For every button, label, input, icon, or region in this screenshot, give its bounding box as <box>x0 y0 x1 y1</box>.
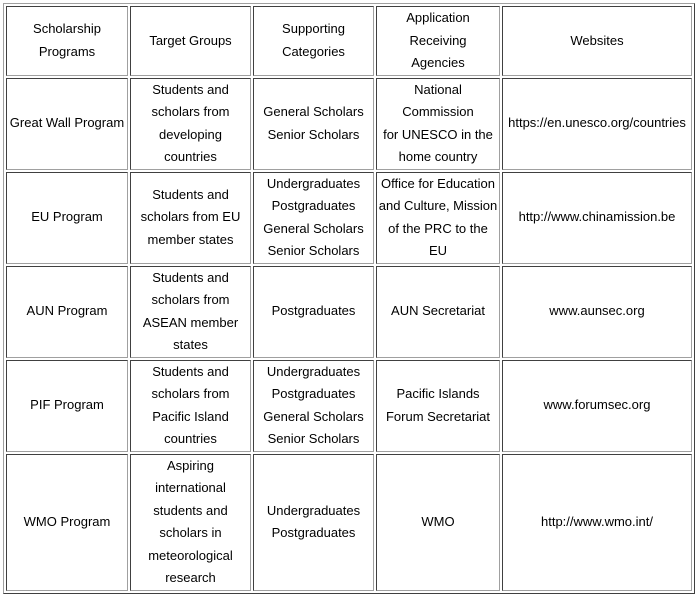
cell-text: ASEAN member <box>142 314 239 330</box>
table-row <box>6 454 692 591</box>
header-text: Programs <box>38 43 96 59</box>
header-categories <box>253 6 374 76</box>
website-text: https://en.unesco.org/countries <box>508 115 686 131</box>
cell-text: member states <box>147 231 234 247</box>
cell-text: Students and <box>152 81 229 97</box>
table-header-row <box>6 6 692 76</box>
cell-text: EU Program <box>31 209 103 225</box>
cell-text: Students and <box>152 186 229 202</box>
cell-text: scholars in <box>159 525 222 540</box>
website-text: http://www.wmo.int/ <box>541 513 653 529</box>
cell-website <box>502 360 692 452</box>
cell-text: AUN Secretariat <box>391 303 485 319</box>
cell-categories <box>253 360 374 452</box>
cell-target <box>130 454 251 591</box>
cell-text: Postgraduates <box>271 386 356 401</box>
cell-categories <box>253 172 374 264</box>
cell-agency <box>376 360 500 452</box>
cell-program <box>6 172 128 264</box>
cell-text: and Culture, Mission <box>378 198 498 213</box>
cell-text: scholars from <box>151 292 230 307</box>
table-row <box>6 172 692 264</box>
cell-text: WMO Program <box>23 513 111 529</box>
cell-text: Undergraduates <box>266 175 361 191</box>
header-websites <box>502 6 692 76</box>
cell-program <box>6 266 128 358</box>
cell-text: research <box>165 570 216 585</box>
cell-program <box>6 78 128 170</box>
cell-text: scholars from EU <box>140 209 241 225</box>
cell-categories <box>253 454 374 591</box>
table-row <box>6 360 692 452</box>
header-text: Categories <box>282 43 345 59</box>
table-row <box>6 78 692 170</box>
cell-text: Great Wall Program <box>9 115 125 131</box>
cell-target <box>130 172 251 264</box>
header-programs <box>6 6 128 76</box>
cell-text: meteorological <box>148 547 233 563</box>
cell-text: PIF Program <box>30 397 104 413</box>
cell-website <box>502 78 692 170</box>
header-text: Websites <box>570 32 624 48</box>
table-row <box>6 266 692 358</box>
cell-text: Aspiring <box>167 457 214 473</box>
cell-text: of the PRC to the EU <box>388 220 488 258</box>
cell-website <box>502 172 692 264</box>
header-text: Target Groups <box>149 32 232 48</box>
cell-text: Office for Education <box>381 175 495 191</box>
header-text: Agencies <box>411 55 465 70</box>
header-text: Scholarship <box>33 21 101 37</box>
cell-text: Postgraduates <box>271 303 356 319</box>
cell-text: Senior Scholars <box>267 431 360 446</box>
cell-agency <box>376 78 500 170</box>
cell-text: Postgraduates <box>271 198 356 213</box>
cell-categories <box>253 78 374 170</box>
cell-text: Pacific Islands <box>396 386 480 401</box>
cell-text: General Scholars <box>263 104 364 119</box>
website-text: http://www.chinamission.be <box>518 209 676 225</box>
cell-text: National Commission <box>402 81 474 119</box>
cell-target <box>130 360 251 452</box>
cell-website <box>502 454 692 591</box>
cell-agency <box>376 454 500 591</box>
header-target-groups <box>130 6 251 76</box>
cell-agency <box>376 266 500 358</box>
cell-text: WMO <box>421 513 455 529</box>
cell-text: students and <box>153 502 228 518</box>
cell-text: for UNESCO in the <box>383 126 493 142</box>
cell-program <box>6 360 128 452</box>
cell-text: Senior Scholars <box>267 126 360 142</box>
cell-text: international <box>155 480 226 495</box>
cell-target <box>130 266 251 358</box>
scholarship-table <box>3 3 695 594</box>
cell-text: Undergraduates <box>266 363 361 379</box>
cell-program <box>6 454 128 591</box>
cell-text: home country <box>398 149 478 164</box>
cell-text: developing countries <box>159 126 222 164</box>
cell-categories <box>253 266 374 358</box>
cell-text: Undergraduates <box>266 502 361 518</box>
cell-target <box>130 78 251 170</box>
header-agencies <box>376 6 500 76</box>
cell-text: AUN Program <box>26 303 108 319</box>
cell-text: countries <box>164 431 217 446</box>
website-text: www.aunsec.org <box>549 303 645 319</box>
cell-text: scholars from <box>151 104 230 119</box>
cell-text: scholars from <box>151 386 230 401</box>
cell-text: Senior Scholars <box>267 243 360 258</box>
cell-text: General Scholars <box>263 408 364 424</box>
cell-website <box>502 266 692 358</box>
scholarship-table-container <box>3 3 695 594</box>
cell-text: Students and <box>152 363 229 379</box>
header-text: Supporting <box>282 21 345 37</box>
cell-agency <box>376 172 500 264</box>
cell-text: Pacific Island <box>152 408 229 424</box>
cell-text: Postgraduates <box>271 525 356 540</box>
header-text: Application Receiving <box>406 10 470 48</box>
cell-text: Forum Secretariat <box>385 408 491 424</box>
cell-text: General Scholars <box>263 220 364 236</box>
cell-text: states <box>173 337 208 352</box>
website-text: www.forumsec.org <box>543 397 651 413</box>
cell-text: Students and <box>152 269 229 285</box>
